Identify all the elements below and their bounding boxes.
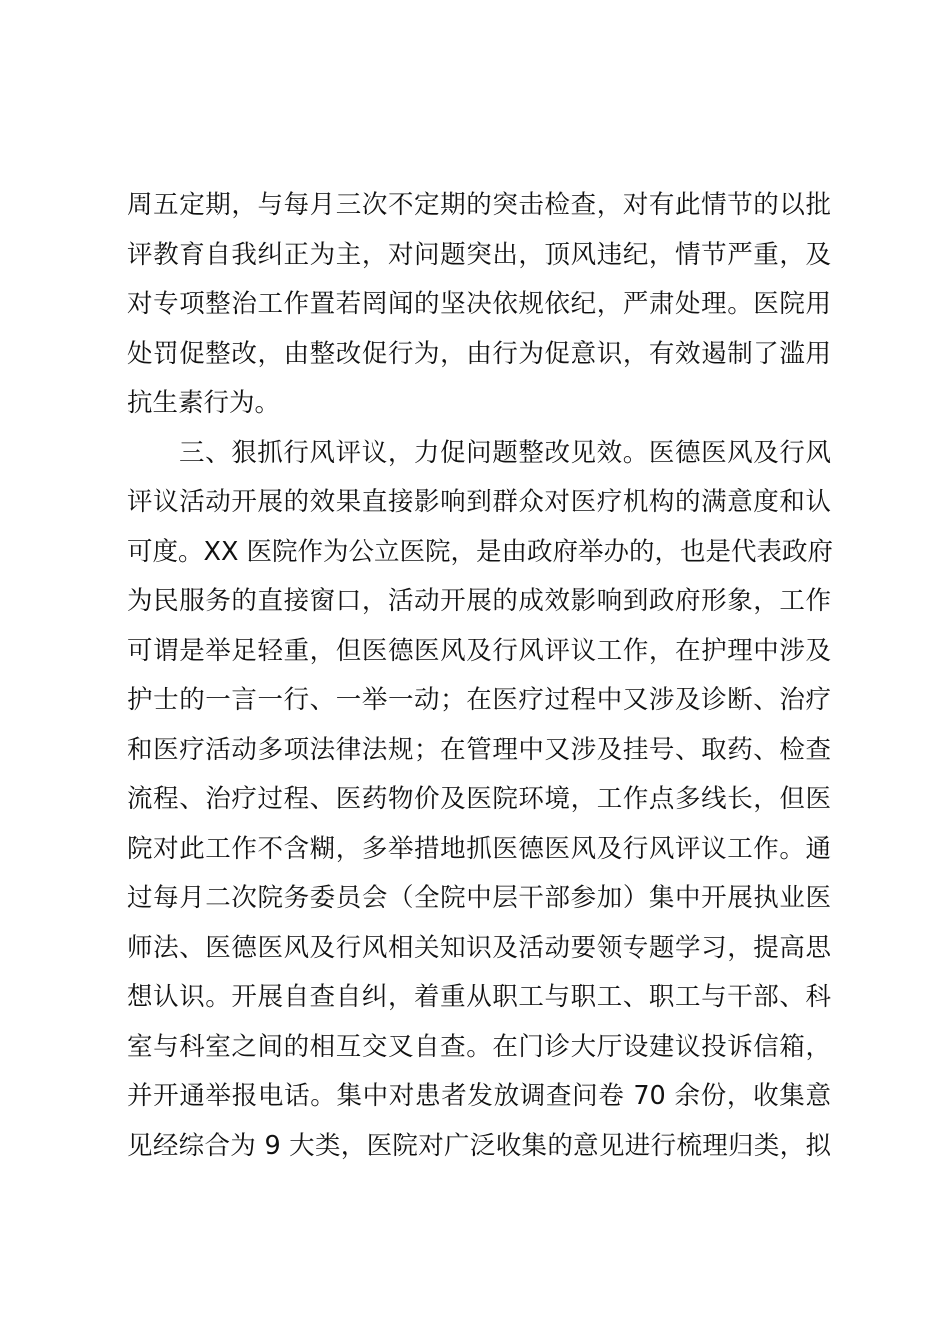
- text-line: 见经综合为 9 大类，医院对广泛收集的意见进行梳理归类，拟: [127, 1130, 831, 1161]
- section-heading-line: 三、狠抓行风评议，力促问题整改见效。医德医风及行风: [179, 437, 831, 468]
- text-line: 评议活动开展的效果直接影响到群众对医疗机构的满意度和认: [127, 487, 831, 517]
- text-line: 为民服务的直接窗口，活动开展的成效影响到政府形象，工作: [127, 586, 831, 616]
- text-line: 并开通举报电话。集中对患者发放调查问卷 70 余份，收集意: [127, 1081, 831, 1111]
- text-line: 想认识。开展自查自纠，着重从职工与职工、职工与干部、科: [127, 982, 831, 1012]
- text-line: 对专项整治工作置若罔闻的坚决依规依纪，严肃处理。医院用: [127, 289, 831, 319]
- text-line: 院对此工作不含糊，多举措地抓医德医风及行风评议工作。通: [127, 833, 831, 864]
- text-line: 流程、治疗过程、医药物价及医院环境，工作点多线长，但医: [127, 784, 831, 814]
- text-line: 周五定期，与每月三次不定期的突击检查，对有此情节的以批: [127, 190, 831, 220]
- body-text: [127, 181, 834, 1171]
- text-line: 室与科室之间的相互交叉自查。在门诊大厅设建议投诉信箱，: [127, 1031, 831, 1062]
- text-line: 护士的一言一行、一举一动；在医疗过程中又涉及诊断、治疗: [127, 685, 831, 715]
- text-line: 评教育自我纠正为主，对问题突出，顶风违纪，情节严重，及: [127, 239, 831, 270]
- text-line: 可谓是举足轻重，但医德医风及行风评议工作，在护理中涉及: [127, 635, 831, 666]
- text-line: 和医疗活动多项法律法规；在管理中又涉及挂号、取药、检查: [127, 734, 831, 765]
- text-line: 处罚促整改，由整改促行为，由行为促意识，有效遏制了滥用: [127, 338, 831, 369]
- text-line: 过每月二次院务委员会（全院中层干部参加）集中开展执业医: [127, 883, 831, 913]
- text-line: 可度。XX 医院作为公立医院，是由政府举办的，也是代表政府: [127, 536, 834, 567]
- text-line: 抗生素行为。: [127, 388, 281, 418]
- text-line: 师法、医德医风及行风相关知识及活动要领专题学习，提高思: [127, 932, 831, 963]
